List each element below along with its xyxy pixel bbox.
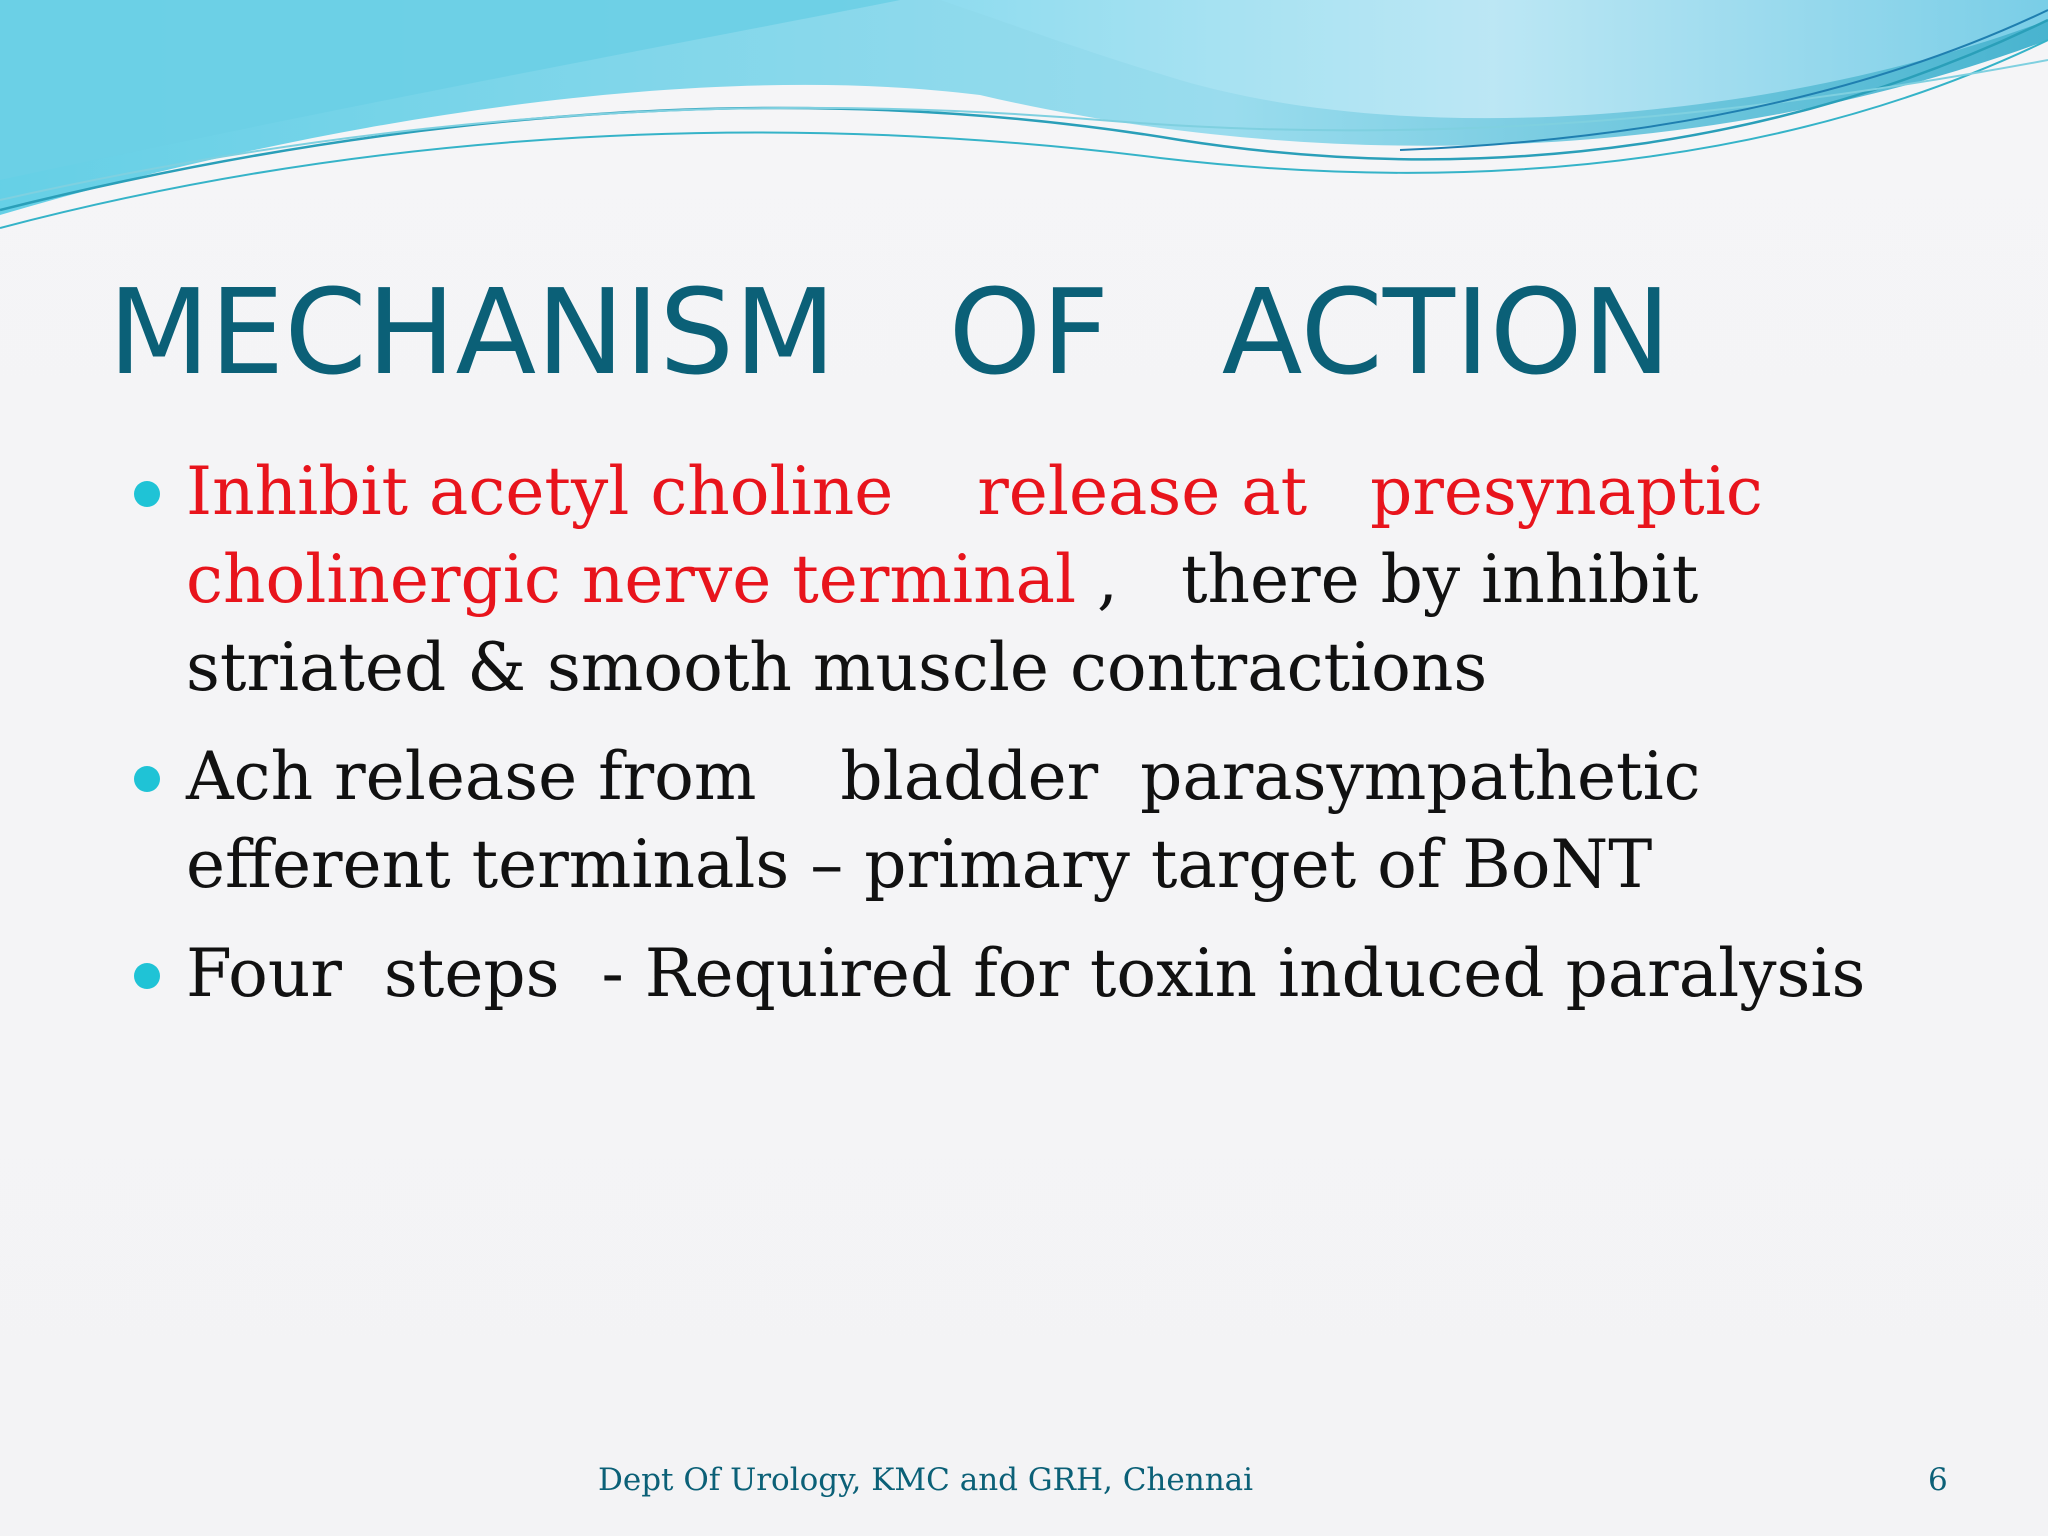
- bullet-text: , there by inhibit striated & smooth muscle contractions: [186, 541, 1720, 706]
- header-wave-decoration: [0, 0, 2048, 240]
- bullet-item: [130, 930, 1930, 1018]
- bullet-list: [130, 448, 1930, 1039]
- footer-text: Dept Of Urology, KMC and GRH, Chennai: [598, 1462, 1254, 1498]
- page-number: 6: [1928, 1462, 1948, 1498]
- slide-title: MECHANISM OF ACTION: [108, 263, 1671, 401]
- bullet-dot-icon: [134, 481, 160, 507]
- bullet-text: Four steps - Required for toxin induced paralysis: [186, 935, 1866, 1012]
- bullet-red-text: Inhibit acetyl choline release at presynaptic cholinergic nerve terminal: [186, 453, 1784, 618]
- bullet-dot-icon: [134, 766, 160, 792]
- bullet-item: [130, 448, 1930, 712]
- bullet-dot-icon: [134, 963, 160, 989]
- bullet-item: [130, 733, 1930, 909]
- bullet-text: Ach release from bladder parasympathetic efferent terminals – primary target of BoNT: [186, 738, 1722, 903]
